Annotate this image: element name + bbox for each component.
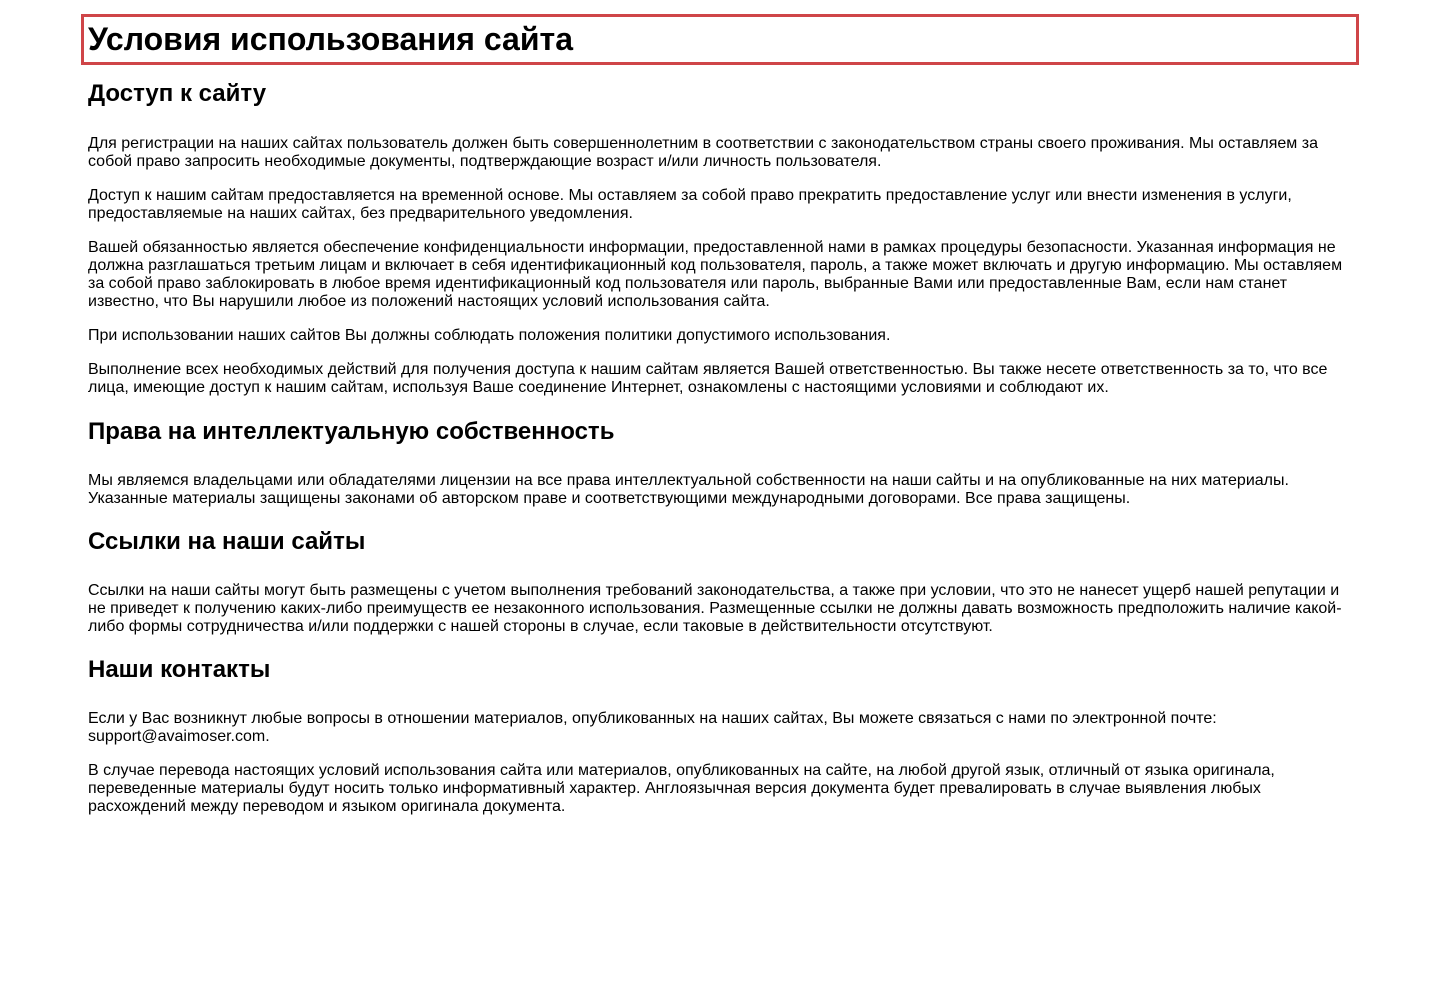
site-access-paragraph-5: Выполнение всех необходимых действий для получения доступа к нашим сайтам является Вашей ответственностью. Вы также несете ответственность за то, что все лица, имеющие доступ к нашим сайтам, используя Ваше соединение Интернет, ознакомлены с настоящими условиями и соблюдают их. [88,361,1328,396]
site-access-paragraph-3: Вашей обязанностью является обеспечение конфиденциальности информации, предоставленной нами в рамках процедуры безопасности. Указанная информация не должна разглашаться третьим лицам и включает в себя идентификационный код пользователя, пароль, а также может включать и другую информацию. Мы оставляем за собой право заблокировать в любое время идентификационный код пользователя или пароль, выбранные Вами или предоставленные Вам, если нам станет известно, что Вы нарушили любое из положений настоящих условий использования сайта. [88,239,1343,310]
section-intellectual-property [88,416,1350,508]
section-site-access [88,78,1350,397]
site-access-paragraph-2: Доступ к нашим сайтам предоставляется на временной основе. Мы оставляем за собой право прекратить предоставление услуг или внести изменения в услуги, предоставляемые на наших сайтах, без предварительного уведомления. [88,187,1292,222]
terms-content [88,78,1350,816]
section-heading-links-to-sites: Ссылки на наши сайты [88,528,366,555]
section-heading-intellectual-property: Права на интеллектуальную собственность [88,418,615,445]
section-heading-site-access: Доступ к сайту [88,80,267,107]
intellectual-property-paragraph-1: Мы являемся владельцами или обладателями лицензии на все права интеллектуальной собственности на наши сайты и на опубликованные на них материалы. Указанные материалы защищены законами об авторском праве и соответствующими международными договорами. Все права защищены. [88,472,1289,507]
site-access-paragraph-1: Для регистрации на наших сайтах пользователь должен быть совершеннолетним в соответствии с законодательством страны своего проживания. Мы оставляем за собой право запросить необходимые документы, подтверждающие возраст и/или личность пользователя. [88,135,1318,170]
section-links-to-sites [88,526,1350,636]
section-heading-contacts: Наши контакты [88,656,271,683]
contacts-paragraph-1: Если у Вас возникнут любые вопросы в отношении материалов, опубликованных на наших сайтах, Вы можете связаться с нами по электронной почте: support@avaimoser.com. [88,710,1217,745]
contacts-paragraph-2: В случае перевода настоящих условий использования сайта или материалов, опубликованных на сайте, на любой другой язык, отличный от языка оригинала, переведенные материалы будут носить только информативный характер. Англоязычная версия документа будет превалировать в случае выявления любых расхождений между переводом и языком оригинала документа. [88,762,1275,815]
site-access-paragraph-4: При использовании наших сайтов Вы должны соблюдать положения политики допустимого использования. [88,327,891,344]
page-title: Условия использования сайта [88,21,573,57]
links-to-sites-paragraph-1: Ссылки на наши сайты могут быть размещены с учетом выполнения требований законодательства, а также при условии, что это не нанесет ущерб нашей репутации и не приведет к получению каких-либо преимуществ ее незаконного использования. Размещенные ссылки не должны давать возможность предположить наличие какой-либо формы сотрудничества и/или поддержки с нашей стороны в случае, если таковые в действительности отсутствуют. [88,582,1342,635]
section-contacts [88,654,1350,816]
